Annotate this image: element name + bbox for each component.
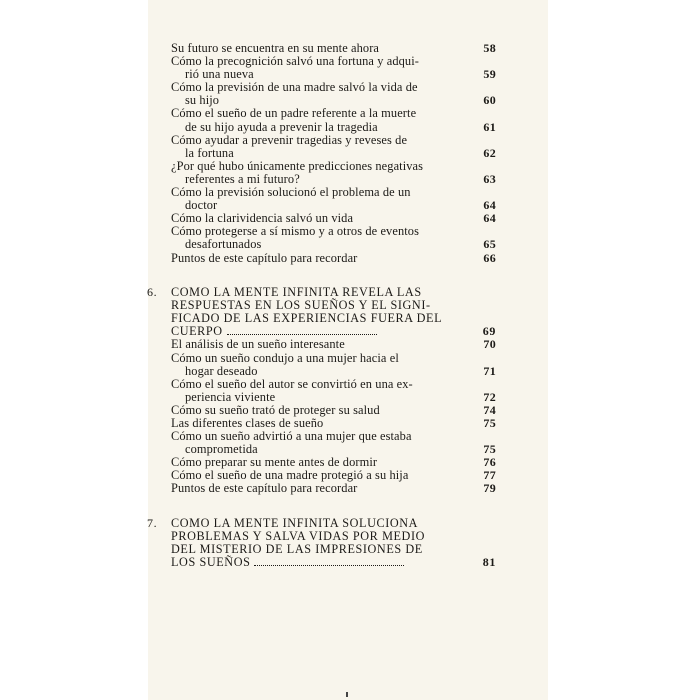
page-number: 60 [483,93,496,108]
chapter-line: CUERPO [171,324,223,339]
toc-entry [171,430,496,456]
entry-title: Cómo la precognición salvó una fortuna y adqui- [171,54,419,69]
toc-section-a [171,42,496,265]
entry-title: Cómo el sueño de un padre referente a la muerte [171,106,417,121]
toc-entry [171,378,496,404]
entry-title-continued: desafortunados [185,237,262,252]
page-number: 63 [483,171,496,186]
entry-title: Cómo su sueño trató de proteger su salud [171,402,380,417]
page-number: 65 [483,237,496,252]
chapter-6-heading [147,284,496,339]
page-number: 79 [483,481,496,496]
toc-entry [171,352,496,378]
toc-entry [171,482,496,495]
entry-title: Su futuro se encuentra en su mente ahora [171,41,380,55]
entry-title: Cómo la previsión solucionó el problema de un [171,185,411,200]
page-number: 75 [483,442,496,457]
chapter-number: 6. [147,284,158,299]
toc-entry [171,81,496,107]
toc-entry [171,160,496,186]
entry-title-continued: doctor [185,198,218,213]
entry-title: Las diferentes clases de sueño [171,415,324,430]
entry-title-continued: de su hijo ayuda a prevenir la tragedia [185,119,378,134]
chapter-line: PROBLEMAS Y SALVA VIDAS POR MEDIO [171,528,426,543]
page-number: 72 [483,389,496,404]
page-number: 74 [483,402,496,417]
entry-title-continued: la fortuna [185,145,234,160]
page-number: 62 [483,145,496,160]
chapter-line: LOS SUEÑOS [171,555,251,570]
entry-title: Puntos de este capítulo para recordar [171,250,358,265]
page-number: 64 [483,211,496,226]
entry-title: Cómo ayudar a prevenir tragedias y reveses de [171,132,408,147]
page-number: 59 [483,67,496,82]
entry-title-continued: periencia viviente [185,389,276,404]
page-number: 66 [483,250,496,265]
chapter-line: DEL MISTERIO DE LAS IMPRESIONES DE [171,541,423,556]
entry-title: Cómo preparar su mente antes de dormir [171,455,378,470]
dot-leader [254,565,404,566]
entry-title: ¿Por qué hubo únicamente predicciones negativas [171,158,424,173]
page-number: 75 [483,415,496,430]
entry-title: Cómo la clarividencia salvó un vida [171,211,354,226]
table-of-contents [147,41,496,570]
toc-entry [171,107,496,133]
chapter-line: RESPUESTAS EN LOS SUEÑOS Y EL SIGNI- [171,297,431,312]
page-mark [346,692,348,697]
toc-section-b [171,338,496,495]
page-number: 58 [483,41,496,55]
entry-title: El análisis de un sueño interesante [171,337,345,352]
dot-leader [227,334,377,335]
page-number: 70 [483,337,496,352]
chapter-number: 7. [147,515,158,530]
chapter-line: FICADO DE LAS EXPERIENCIAS FUERA DEL [171,311,443,325]
page-number: 71 [483,363,496,378]
page-number: 64 [483,198,496,213]
page-number: 81 [482,555,496,570]
page-number: 69 [482,324,496,339]
toc-entry [171,225,496,251]
entry-title-continued: hogar deseado [185,363,258,378]
entry-title: Puntos de este capítulo para recordar [171,481,358,496]
entry-title-continued: comprometida [185,442,258,457]
entry-title-continued: su hijo [185,93,220,108]
entry-title: Cómo un sueño advirtió a una mujer que estaba [171,429,412,444]
entry-title: Cómo protegerse a sí mismo y a otros de eventos [171,224,419,239]
page-number: 76 [483,455,496,470]
toc-entry [171,55,496,81]
chapter-line: COMO LA MENTE INFINITA SOLUCIONA [171,515,419,530]
toc-entry [171,134,496,160]
chapter-line: COMO LA MENTE INFINITA REVELA LAS [171,284,422,299]
toc-entry [171,186,496,212]
entry-title-continued: rió una nueva [185,67,254,82]
toc-entry [171,252,496,265]
entry-title: Cómo el sueño de una madre protegió a su hija [171,468,409,483]
page-number: 77 [483,468,496,483]
entry-title: Cómo el sueño del autor se convirtió en una ex- [171,376,413,391]
entry-title: Cómo la previsión de una madre salvó la vida de [171,80,418,95]
page-number: 61 [483,119,496,134]
chapter-7-heading [147,515,496,570]
entry-title: Cómo un sueño condujo a una mujer hacia el [171,350,399,365]
entry-title-continued: referentes a mi futuro? [185,171,300,186]
